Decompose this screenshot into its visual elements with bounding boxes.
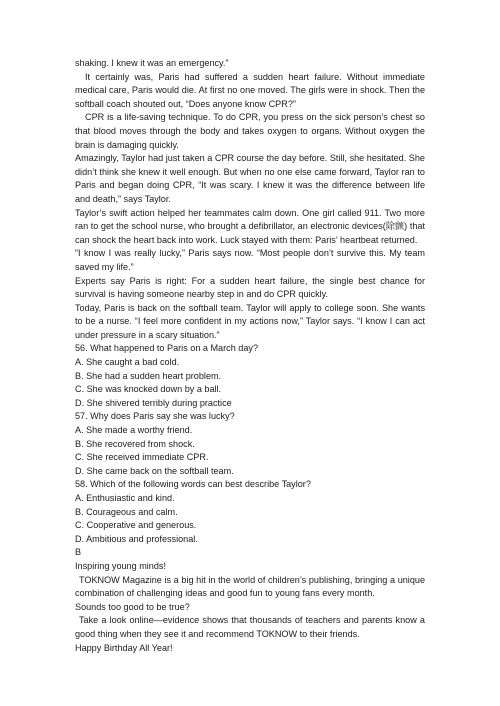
- section-title: Inspiring young minds!: [75, 560, 166, 571]
- answer-option: B. She had a sudden heart problem.: [75, 370, 222, 381]
- paragraph: Amazingly, Taylor had just taken a CPR course the day before. Still, she hesitated. She didn’t think she knew it well enough. But when no one else came forward, Taylor ran to Paris and began doing CPR, “It was scary. I knew it was the difference between life and death,” says Taylor.: [75, 153, 425, 204]
- question-58: [75, 478, 425, 546]
- answer-option: D. She came back on the softball team.: [75, 465, 234, 476]
- answer-option: C. Cooperative and generous.: [75, 520, 197, 531]
- question-stem: 56. What happened to Paris on a March day?: [75, 343, 258, 354]
- paragraph: Today, Paris is back on the softball team. Taylor will apply to college soon. She wants to be a nurse. “I feel more confident in my actions now,” Taylor says. “I know I can act under pressure in a scary situation.”: [75, 302, 425, 340]
- answer-option: A. She made a worthy friend.: [75, 425, 193, 436]
- answer-option: A. She caught a bad cold.: [75, 357, 180, 368]
- answer-option: B. She recovered from shock.: [75, 438, 195, 449]
- paragraph: TOKNOW Magazine is a big hit in the world of children’s publishing, bringing a unique combination of challenging ideas and good fun to young fans every month.: [75, 574, 425, 599]
- paragraph: “I know I was really lucky,” Paris says now. “Most people don’t survive this. My team saved my life.”: [75, 248, 425, 272]
- question-57: [75, 410, 425, 478]
- question-stem: 57. Why does Paris say she was lucky?: [75, 411, 235, 422]
- paragraph: Experts say Paris is right: For a sudden heart failure, the single best chance for survival is having someone nearby step in and do CPR quickly.: [75, 275, 425, 300]
- paragraph: CPR is a life-saving technique. To do CPR, you press on the sick person’s chest so that blood moves through the body and takes oxygen to organs. Without oxygen the brain is damaging quickly.: [75, 112, 425, 150]
- answer-option: C. She was knocked down by a ball.: [75, 384, 222, 395]
- answer-option: D. Ambitious and professional.: [75, 533, 198, 544]
- paragraph: Taylor’s swift action helped her teammates calm down. One girl called 911. Two more ran to get the school nurse, who brought a defibrillator, an electronic devices(除颤) that can shock the heart back into work. Luck stayed with them: Paris’ heartbeat returned.: [75, 207, 425, 245]
- answer-option: B. Courageous and calm.: [75, 506, 178, 517]
- answer-option: C. She received immediate CPR.: [75, 452, 209, 463]
- question-56: [75, 342, 425, 410]
- paragraph: Take a look online—evidence shows that thousands of teachers and parents know a good thing when they see it and recommend TOKNOW to their friends.: [75, 615, 425, 639]
- paragraph: shaking. I knew it was an emergency.”: [75, 58, 229, 68]
- question-stem: 58. Which of the following words can best describe Taylor?: [75, 479, 311, 490]
- answer-option: A. Enthusiastic and kind.: [75, 493, 175, 503]
- paragraph: It certainly was, Paris had suffered a sudden heart failure. Without immediate medical care, Paris would die. At first no one moved. The girls were in shock. Then the softball coach shouted out, “Does anyone know CPR?”: [75, 71, 425, 109]
- section-letter: B: [75, 547, 82, 558]
- paragraph: Sounds too good to be true?: [75, 601, 190, 612]
- answer-option: D. She shivered terribly during practice: [75, 397, 232, 408]
- document-page: [75, 57, 425, 655]
- paragraph: Happy Birthday All Year!: [75, 642, 173, 653]
